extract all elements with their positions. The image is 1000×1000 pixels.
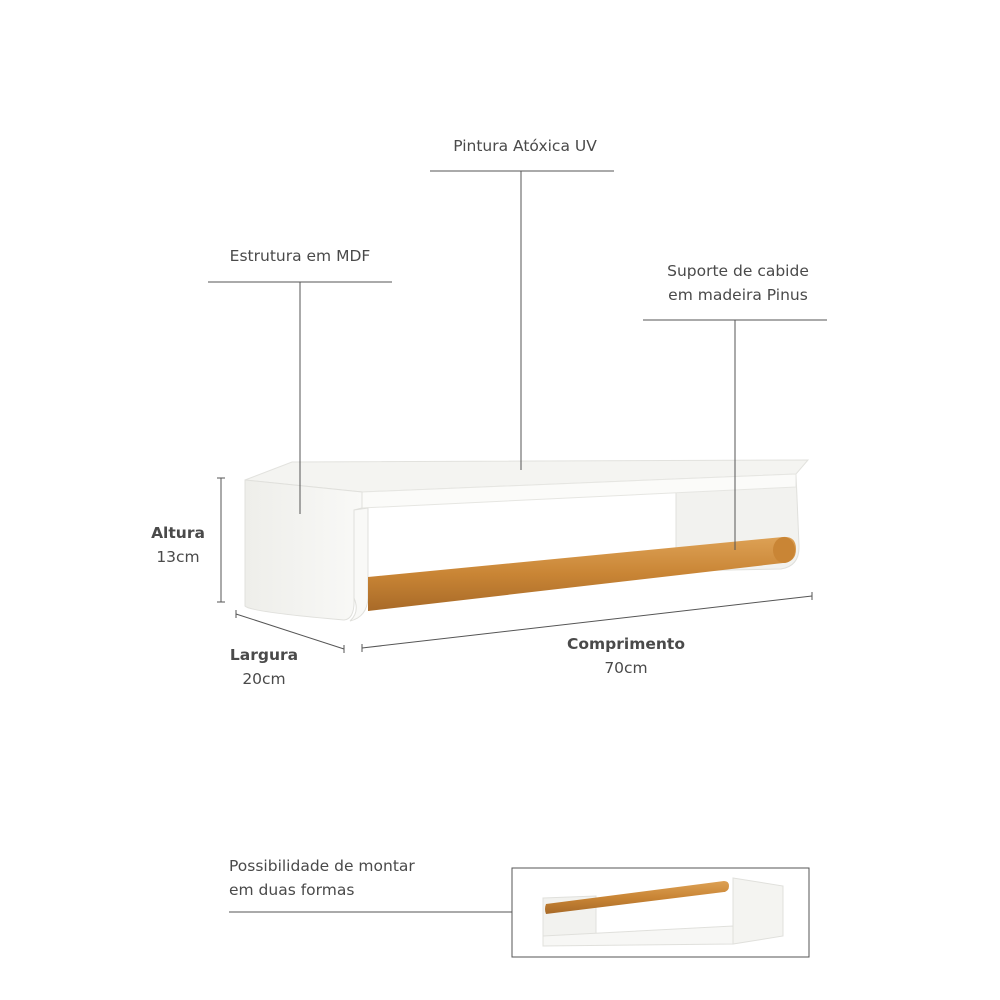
inset-right-panel bbox=[733, 878, 783, 944]
shelf-main bbox=[245, 460, 808, 621]
comprimento-label: Comprimento bbox=[567, 635, 685, 653]
largura-value: 20cm bbox=[242, 670, 286, 688]
comprimento-value: 70cm bbox=[604, 659, 648, 677]
dimension-altura bbox=[120, 521, 236, 569]
inset-alternative-mounting bbox=[512, 868, 809, 957]
callout-suporte-line1: Suporte de cabide bbox=[667, 262, 809, 280]
callout-estrutura-text: Estrutura em MDF bbox=[229, 247, 371, 265]
wooden-rod-end bbox=[773, 537, 795, 563]
shelf-left-panel bbox=[245, 480, 362, 620]
callout-pintura-text: Pintura Atóxica UV bbox=[453, 137, 597, 155]
dimension-largura bbox=[194, 643, 334, 691]
callout-suporte-line2: em madeira Pinus bbox=[668, 286, 808, 304]
dimension-comprimento bbox=[520, 632, 732, 680]
largura-label: Largura bbox=[229, 646, 299, 664]
callout-possibilidade bbox=[229, 854, 489, 902]
wooden-rod bbox=[368, 537, 796, 611]
altura-value: 13cm bbox=[156, 548, 200, 566]
callout-possibilidade-line2: em duas formas bbox=[229, 881, 355, 899]
callout-estrutura bbox=[180, 244, 420, 268]
altura-label: Altura bbox=[151, 524, 205, 542]
callout-suporte bbox=[618, 259, 858, 307]
callout-pintura bbox=[395, 134, 655, 158]
callout-possibilidade-line1: Possibilidade de montar bbox=[229, 857, 415, 875]
